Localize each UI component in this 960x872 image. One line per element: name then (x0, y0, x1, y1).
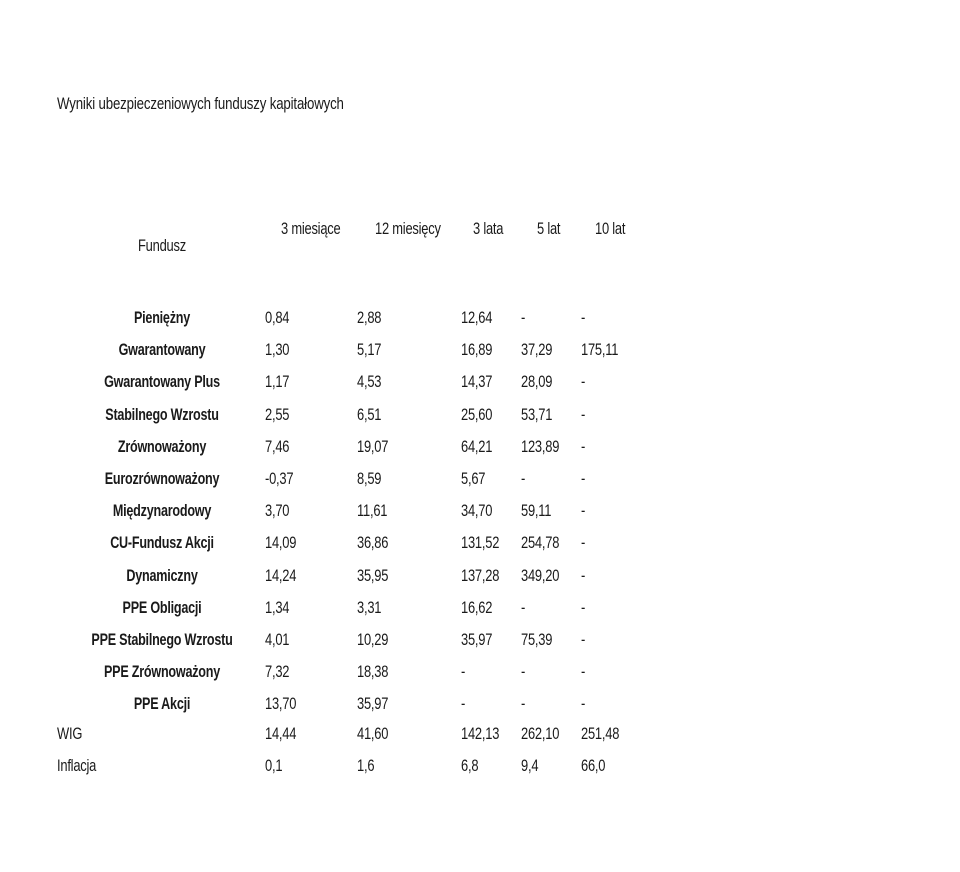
table-cell: 137,28 (461, 565, 500, 585)
table-cell: 7,32 (265, 662, 290, 682)
table-cell: - (461, 694, 466, 714)
benchmark-name: WIG (57, 723, 83, 743)
table-cell: - (461, 662, 466, 682)
table-cell: - (521, 694, 526, 714)
table-cell: 37,29 (521, 340, 553, 360)
fund-name: PPE Stabilnego Wzrostu (91, 630, 233, 649)
table-cell: 4,53 (357, 372, 382, 392)
table-cell: 175,11 (581, 340, 619, 360)
table-cell: 35,97 (357, 694, 389, 714)
table-cell: 16,62 (461, 597, 493, 617)
table-cell: 14,24 (265, 565, 297, 585)
table-cell: 14,37 (461, 372, 493, 392)
column-header: 10 lat (595, 219, 626, 238)
table-cell: 35,95 (357, 565, 389, 585)
column-header: 3 lata (473, 219, 504, 238)
table-cell: 35,97 (461, 630, 493, 649)
table-cell: 16,89 (461, 340, 493, 360)
fund-name: CU-Fundusz Akcji (110, 533, 214, 553)
table-cell: 123,89 (521, 436, 560, 456)
table-cell: - (581, 565, 586, 585)
table-cell: - (521, 308, 526, 327)
table-cell: 64,21 (461, 436, 493, 456)
table-cell: 7,46 (265, 436, 290, 456)
table-cell: - (581, 469, 586, 488)
table-cell: 2,88 (357, 308, 382, 327)
benchmark-name: Inflacja (57, 755, 97, 775)
table-cell: 18,38 (357, 662, 389, 682)
fund-name: PPE Zrównoważony (104, 662, 220, 682)
fund-name: Stabilnego Wzrostu (105, 404, 219, 424)
fund-name: Eurozrównoważony (104, 469, 220, 488)
table-cell: - (521, 662, 526, 682)
table-cell: 131,52 (461, 533, 500, 553)
column-header: 12 miesięcy (375, 219, 441, 238)
column-header-fund: Fundusz (138, 236, 186, 255)
table-cell: 1,6 (357, 755, 375, 775)
fund-name: Zrównoważony (117, 436, 207, 456)
table-cell: - (521, 597, 526, 617)
table-cell: - (581, 662, 586, 682)
table-cell: - (521, 469, 526, 488)
table-cell: 6,51 (357, 404, 382, 424)
table-cell: 9,4 (521, 755, 539, 775)
table-cell: 28,09 (521, 372, 553, 392)
table-cell: - (581, 436, 586, 456)
page-title: Wyniki ubezpieczeniowych funduszy kapitałowych (57, 94, 344, 113)
table-cell: - (581, 533, 586, 553)
table-cell: 142,13 (461, 723, 500, 743)
table-cell: 36,86 (357, 533, 389, 553)
table-cell: 349,20 (521, 565, 560, 585)
table-cell: 19,07 (357, 436, 389, 456)
fund-name: Dynamiczny (126, 565, 198, 585)
column-header: 3 miesiące (281, 219, 341, 238)
table-cell: 66,0 (581, 755, 606, 775)
table-cell: - (581, 597, 586, 617)
table-cell: -0,37 (265, 469, 294, 488)
table-cell: 6,8 (461, 755, 479, 775)
table-cell: 10,29 (357, 630, 389, 649)
table-cell: 34,70 (461, 501, 493, 521)
table-cell: 4,01 (265, 630, 290, 649)
table-cell: 0,1 (265, 755, 283, 775)
table-cell: - (581, 372, 586, 392)
fund-name: PPE Akcji (133, 694, 191, 714)
table-cell: 14,09 (265, 533, 297, 553)
table-cell: 5,17 (357, 340, 382, 360)
table-cell: 14,44 (265, 723, 297, 743)
table-cell: 5,67 (461, 469, 486, 488)
column-header: 5 lat (537, 219, 561, 238)
table-cell: 11,61 (357, 501, 388, 521)
table-cell: 262,10 (521, 723, 560, 743)
table-cell: 41,60 (357, 723, 389, 743)
fund-name: Gwarantowany (118, 340, 206, 360)
table-cell: - (581, 308, 586, 327)
table-cell: - (581, 630, 586, 649)
table-cell: 1,17 (265, 372, 290, 392)
table-cell: 254,78 (521, 533, 560, 553)
table-cell: 1,34 (265, 597, 290, 617)
table-cell: 251,48 (581, 723, 620, 743)
table-cell: 53,71 (521, 404, 553, 424)
table-cell: 8,59 (357, 469, 382, 488)
table-cell: 1,30 (265, 340, 290, 360)
table-cell: - (581, 694, 586, 714)
table-cell: 0,84 (265, 308, 290, 327)
fund-name: PPE Obligacji (122, 597, 202, 617)
table-cell: - (581, 404, 586, 424)
table-cell: 3,31 (357, 597, 382, 617)
table-cell: 75,39 (521, 630, 553, 649)
table-cell: 3,70 (265, 501, 290, 521)
fund-name: Międzynarodowy (112, 501, 212, 521)
table-cell: 25,60 (461, 404, 493, 424)
table-cell: 12,64 (461, 308, 493, 327)
table-cell: - (581, 501, 586, 521)
table-cell: 2,55 (265, 404, 290, 424)
table-cell: 13,70 (265, 694, 297, 714)
fund-name: Pieniężny (133, 308, 191, 327)
fund-name: Gwarantowany Plus (104, 372, 220, 392)
table-cell: 59,11 (521, 501, 552, 521)
